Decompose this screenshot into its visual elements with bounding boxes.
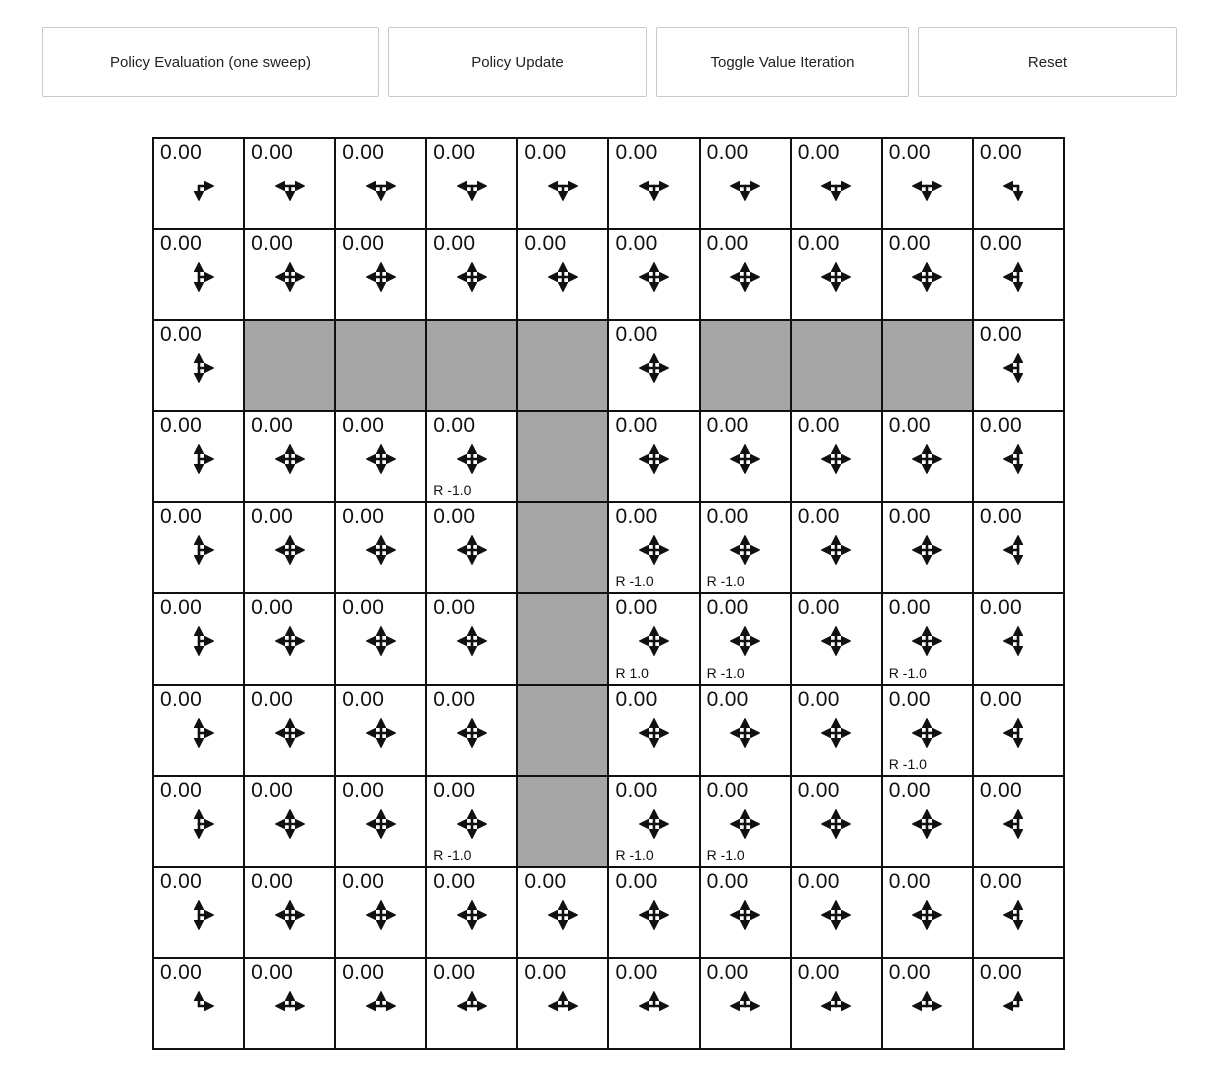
cell-value: 0.00 (524, 960, 567, 984)
policy-arrows-icon (361, 439, 401, 479)
grid-cell[interactable] (153, 229, 244, 320)
policy-arrows-icon (361, 895, 401, 935)
cell-value: 0.00 (888, 141, 931, 164)
policy-arrows-icon (179, 530, 219, 570)
grid-cell[interactable] (973, 320, 1064, 411)
policy-arrows-icon (725, 986, 765, 1026)
policy-arrows-icon (543, 895, 583, 935)
cell-value: 0.00 (615, 323, 658, 347)
cell-value: 0.00 (342, 141, 385, 164)
cell-value: 0.00 (342, 596, 385, 620)
grid-cell[interactable] (882, 958, 973, 1049)
grid-cell[interactable] (608, 138, 699, 229)
cell-value: 0.00 (797, 687, 840, 711)
cell-value: 0.00 (251, 596, 294, 620)
cell-value: 0.00 (160, 596, 203, 620)
policy-arrows-icon (725, 804, 765, 844)
policy-arrows-icon (543, 986, 583, 1026)
grid-cell[interactable] (973, 867, 1064, 958)
cell-value: 0.00 (888, 778, 931, 802)
policy-arrows-icon (998, 713, 1038, 753)
cell-value: 0.00 (524, 232, 567, 256)
grid-cell[interactable] (973, 502, 1064, 593)
grid-cell[interactable] (882, 685, 973, 776)
grid-cell[interactable] (426, 776, 517, 867)
policy-arrows-icon (179, 804, 219, 844)
wall-cell (517, 685, 608, 776)
cell-value: 0.00 (342, 687, 385, 711)
policy-arrows-icon (998, 348, 1038, 388)
cell-value: 0.00 (433, 778, 476, 802)
wall-cell (700, 320, 791, 411)
policy-arrows-icon (452, 621, 492, 661)
policy-arrows-icon (998, 257, 1038, 297)
grid-cell[interactable] (335, 685, 426, 776)
policy-arrows-icon (634, 439, 674, 479)
grid-cell[interactable] (335, 867, 426, 958)
cell-value: 0.00 (615, 232, 658, 256)
cell-value: 0.00 (706, 414, 749, 438)
cell-value: 0.00 (433, 960, 476, 984)
cell-value: 0.00 (979, 960, 1022, 984)
policy-arrows-icon (270, 621, 310, 661)
policy-arrows-icon (816, 804, 856, 844)
grid-cell[interactable] (153, 502, 244, 593)
grid-cell[interactable] (700, 411, 791, 502)
cell-value: 0.00 (615, 869, 658, 893)
grid-cell[interactable] (335, 229, 426, 320)
cell-value: 0.00 (433, 505, 476, 529)
wall-cell (882, 320, 973, 411)
cell-value: 0.00 (888, 232, 931, 256)
cell-value: 0.00 (160, 232, 203, 256)
grid-cell[interactable] (791, 502, 882, 593)
cell-value: 0.00 (342, 778, 385, 802)
cell-value: 0.00 (433, 869, 476, 893)
policy-arrows-icon (998, 530, 1038, 570)
policy-arrows-icon (179, 986, 219, 1026)
grid-cell[interactable] (791, 229, 882, 320)
grid-cell[interactable] (517, 958, 608, 1049)
policy-arrows-icon (634, 257, 674, 297)
policy-arrows-icon (907, 621, 947, 661)
policy-arrows-icon (998, 621, 1038, 661)
cell-value: 0.00 (251, 505, 294, 529)
policy-arrows-icon (634, 713, 674, 753)
policy-arrows-icon (179, 621, 219, 661)
policy-arrows-icon (361, 166, 401, 206)
policy-arrows-icon (907, 986, 947, 1026)
policy-arrows-icon (452, 530, 492, 570)
grid-cell[interactable] (608, 411, 699, 502)
cell-value: 0.00 (797, 414, 840, 438)
cell-value: 0.00 (888, 687, 931, 711)
policy-arrows-icon (361, 804, 401, 844)
policy-arrows-icon (998, 439, 1038, 479)
cell-value: 0.00 (160, 778, 203, 802)
cell-value: 0.00 (615, 141, 658, 164)
policy-arrows-icon (179, 713, 219, 753)
grid-cell[interactable] (973, 958, 1064, 1049)
cell-value: 0.00 (706, 505, 749, 529)
grid-cell[interactable] (426, 867, 517, 958)
cell-value: 0.00 (524, 869, 567, 893)
grid-cell[interactable] (335, 411, 426, 502)
cell-reward: R -1.0 (888, 664, 927, 681)
cell-value: 0.00 (433, 596, 476, 620)
cell-value: 0.00 (433, 687, 476, 711)
cell-value: 0.00 (706, 141, 749, 164)
policy-arrows-icon (543, 257, 583, 297)
policy-arrows-icon (361, 530, 401, 570)
policy-arrows-icon (634, 166, 674, 206)
policy-arrows-icon (452, 166, 492, 206)
gridworld (152, 137, 1065, 1050)
grid-cell[interactable] (791, 593, 882, 684)
grid-cell[interactable] (882, 502, 973, 593)
cell-reward: R -1.0 (615, 573, 654, 590)
policy-arrows-icon (452, 713, 492, 753)
policy-arrows-icon (907, 895, 947, 935)
grid-cell[interactable] (973, 229, 1064, 320)
grid-cell[interactable] (791, 958, 882, 1049)
policy-arrows-icon (816, 895, 856, 935)
cell-value: 0.00 (797, 505, 840, 529)
policy-arrows-icon (270, 713, 310, 753)
cell-value: 0.00 (797, 869, 840, 893)
grid-cell[interactable] (426, 685, 517, 776)
grid-cell[interactable] (608, 229, 699, 320)
cell-value: 0.00 (979, 778, 1022, 802)
policy-arrows-icon (270, 804, 310, 844)
grid-cell[interactable] (153, 411, 244, 502)
cell-value: 0.00 (706, 778, 749, 802)
cell-value: 0.00 (706, 869, 749, 893)
cell-value: 0.00 (160, 505, 203, 529)
cell-value: 0.00 (797, 232, 840, 256)
wall-cell (517, 593, 608, 684)
policy-arrows-icon (634, 895, 674, 935)
policy-arrows-icon (907, 439, 947, 479)
toolbar (42, 27, 1177, 97)
wall-cell (426, 320, 517, 411)
grid-cell[interactable] (153, 593, 244, 684)
grid-cell[interactable] (517, 138, 608, 229)
policy-arrows-icon (816, 621, 856, 661)
cell-reward: R -1.0 (433, 482, 472, 499)
policy-arrows-icon (816, 986, 856, 1026)
cell-value: 0.00 (342, 869, 385, 893)
policy-arrows-icon (179, 257, 219, 297)
cell-value: 0.00 (160, 414, 203, 438)
cell-value: 0.00 (888, 596, 931, 620)
cell-value: 0.00 (888, 869, 931, 893)
policy-arrows-icon (725, 166, 765, 206)
policy-arrows-icon (634, 986, 674, 1026)
grid-cell[interactable] (700, 229, 791, 320)
cell-reward: R -1.0 (706, 846, 745, 863)
grid-cell[interactable] (700, 593, 791, 684)
cell-value: 0.00 (342, 414, 385, 438)
cell-value: 0.00 (524, 141, 567, 164)
grid-cell[interactable] (335, 502, 426, 593)
grid-cell[interactable] (335, 593, 426, 684)
policy-arrows-icon (816, 166, 856, 206)
policy-arrows-icon (816, 713, 856, 753)
policy-arrows-icon (634, 348, 674, 388)
cell-value: 0.00 (342, 505, 385, 529)
policy-arrows-icon (725, 257, 765, 297)
cell-value: 0.00 (251, 869, 294, 893)
grid-cell[interactable] (244, 138, 335, 229)
grid-cell[interactable] (153, 685, 244, 776)
grid-cell[interactable] (882, 867, 973, 958)
wall-cell (335, 320, 426, 411)
cell-value: 0.00 (706, 596, 749, 620)
cell-value: 0.00 (251, 141, 294, 164)
policy-arrows-icon (907, 166, 947, 206)
cell-value: 0.00 (615, 505, 658, 529)
cell-value: 0.00 (979, 414, 1022, 438)
policy-arrows-icon (725, 530, 765, 570)
toggle-value-iteration-button[interactable]: Toggle Value Iteration (656, 27, 909, 97)
policy-arrows-icon (270, 986, 310, 1026)
cell-value: 0.00 (251, 960, 294, 984)
policy-arrows-icon (361, 621, 401, 661)
grid-cell[interactable] (973, 593, 1064, 684)
grid-cell[interactable] (700, 138, 791, 229)
cell-value: 0.00 (160, 687, 203, 711)
policy-arrows-icon (452, 895, 492, 935)
policy-arrows-icon (998, 986, 1038, 1026)
grid-cell[interactable] (882, 138, 973, 229)
grid-cell[interactable] (882, 411, 973, 502)
grid-cell[interactable] (791, 685, 882, 776)
grid-cell[interactable] (973, 411, 1064, 502)
grid-cell[interactable] (882, 776, 973, 867)
policy-arrows-icon (998, 804, 1038, 844)
grid-cell[interactable] (608, 502, 699, 593)
policy-arrows-icon (361, 713, 401, 753)
cell-value: 0.00 (615, 778, 658, 802)
cell-value: 0.00 (888, 960, 931, 984)
cell-value: 0.00 (979, 596, 1022, 620)
grid-cell[interactable] (791, 411, 882, 502)
policy-arrows-icon (816, 439, 856, 479)
cell-value: 0.00 (888, 505, 931, 529)
grid-cell[interactable] (517, 867, 608, 958)
cell-value: 0.00 (160, 141, 203, 164)
cell-reward: R -1.0 (706, 573, 745, 590)
policy-arrows-icon (361, 986, 401, 1026)
policy-arrows-icon (816, 530, 856, 570)
grid-cell[interactable] (973, 776, 1064, 867)
cell-value: 0.00 (433, 141, 476, 164)
policy-arrows-icon (907, 804, 947, 844)
cell-value: 0.00 (251, 687, 294, 711)
grid-cell[interactable] (973, 685, 1064, 776)
cell-value: 0.00 (615, 414, 658, 438)
policy-arrows-icon (179, 439, 219, 479)
reset-button[interactable]: Reset (918, 27, 1177, 97)
cell-reward: R -1.0 (433, 846, 472, 863)
grid-cell[interactable] (244, 229, 335, 320)
policy-arrows-icon (270, 166, 310, 206)
cell-value: 0.00 (797, 960, 840, 984)
policy-arrows-icon (634, 621, 674, 661)
grid-cell[interactable] (244, 776, 335, 867)
grid-cell[interactable] (244, 685, 335, 776)
policy-arrows-icon (452, 439, 492, 479)
policy-arrows-icon (270, 895, 310, 935)
policy-arrows-icon (816, 257, 856, 297)
cell-value: 0.00 (888, 414, 931, 438)
grid-cell[interactable] (608, 685, 699, 776)
cell-value: 0.00 (797, 596, 840, 620)
wall-cell (517, 502, 608, 593)
cell-value: 0.00 (706, 232, 749, 256)
wall-cell (244, 320, 335, 411)
grid-cell[interactable] (791, 867, 882, 958)
policy-arrows-icon (179, 166, 219, 206)
grid-cell[interactable] (426, 593, 517, 684)
cell-value: 0.00 (433, 414, 476, 438)
policy-arrows-icon (452, 257, 492, 297)
policy-arrows-icon (179, 348, 219, 388)
policy-arrows-icon (361, 257, 401, 297)
grid-cell[interactable] (426, 958, 517, 1049)
cell-value: 0.00 (160, 960, 203, 984)
policy-arrows-icon (907, 713, 947, 753)
policy-arrows-icon (452, 986, 492, 1026)
grid-cell[interactable] (700, 958, 791, 1049)
cell-value: 0.00 (706, 687, 749, 711)
cell-value: 0.00 (160, 869, 203, 893)
grid-cell[interactable] (608, 867, 699, 958)
cell-value: 0.00 (979, 323, 1022, 347)
cell-value: 0.00 (615, 596, 658, 620)
grid-cell[interactable] (700, 502, 791, 593)
cell-value: 0.00 (797, 141, 840, 164)
policy-arrows-icon (725, 439, 765, 479)
cell-value: 0.00 (160, 323, 203, 347)
cell-value: 0.00 (979, 869, 1022, 893)
grid-cell[interactable] (244, 411, 335, 502)
grid-cell[interactable] (153, 138, 244, 229)
policy-update-button[interactable]: Policy Update (388, 27, 647, 97)
cell-value: 0.00 (342, 232, 385, 256)
policy-arrows-icon (270, 530, 310, 570)
cell-value: 0.00 (979, 687, 1022, 711)
cell-reward: R 1.0 (615, 664, 649, 681)
grid-cell[interactable] (882, 229, 973, 320)
grid-cell[interactable] (608, 593, 699, 684)
policy-arrows-icon (543, 166, 583, 206)
policy-evaluation-button[interactable]: Policy Evaluation (one sweep) (42, 27, 379, 97)
policy-arrows-icon (907, 530, 947, 570)
cell-value: 0.00 (979, 505, 1022, 529)
grid-cell[interactable] (700, 776, 791, 867)
grid-cell[interactable] (426, 411, 517, 502)
cell-value: 0.00 (979, 232, 1022, 256)
grid-cell[interactable] (973, 138, 1064, 229)
cell-value: 0.00 (797, 778, 840, 802)
grid-cell[interactable] (153, 320, 244, 411)
grid-cell[interactable] (335, 958, 426, 1049)
policy-arrows-icon (270, 439, 310, 479)
policy-arrows-icon (998, 166, 1038, 206)
policy-arrows-icon (634, 530, 674, 570)
wall-cell (517, 411, 608, 502)
wall-cell (791, 320, 882, 411)
policy-arrows-icon (725, 713, 765, 753)
cell-reward: R -1.0 (888, 755, 927, 772)
grid-cell[interactable] (608, 320, 699, 411)
policy-arrows-icon (634, 804, 674, 844)
policy-arrows-icon (452, 804, 492, 844)
grid-cell[interactable] (426, 229, 517, 320)
cell-value: 0.00 (251, 232, 294, 256)
cell-value: 0.00 (615, 687, 658, 711)
policy-arrows-icon (998, 895, 1038, 935)
policy-arrows-icon (725, 621, 765, 661)
grid-cell[interactable] (608, 958, 699, 1049)
policy-arrows-icon (725, 895, 765, 935)
grid-cell[interactable] (153, 958, 244, 1049)
grid-cell[interactable] (335, 776, 426, 867)
policy-arrows-icon (179, 895, 219, 935)
cell-reward: R -1.0 (706, 664, 745, 681)
grid-cell[interactable] (244, 593, 335, 684)
cell-value: 0.00 (706, 960, 749, 984)
policy-arrows-icon (270, 257, 310, 297)
cell-value: 0.00 (342, 960, 385, 984)
grid-cell[interactable] (517, 229, 608, 320)
cell-value: 0.00 (615, 960, 658, 984)
grid-cell[interactable] (700, 867, 791, 958)
wall-cell (517, 320, 608, 411)
grid-cell[interactable] (791, 138, 882, 229)
grid-cell[interactable] (700, 685, 791, 776)
wall-cell (517, 776, 608, 867)
cell-value: 0.00 (979, 141, 1022, 164)
grid-cell[interactable] (244, 958, 335, 1049)
grid-cell[interactable] (244, 867, 335, 958)
cell-reward: R -1.0 (615, 846, 654, 863)
grid-cell[interactable] (153, 776, 244, 867)
grid-cell[interactable] (426, 138, 517, 229)
cell-value: 0.00 (251, 778, 294, 802)
cell-value: 0.00 (433, 232, 476, 256)
cell-value: 0.00 (251, 414, 294, 438)
grid-cell[interactable] (608, 776, 699, 867)
grid-cell[interactable] (426, 502, 517, 593)
policy-arrows-icon (907, 257, 947, 297)
grid-cell[interactable] (791, 776, 882, 867)
grid-cell[interactable] (335, 138, 426, 229)
grid-cell[interactable] (153, 867, 244, 958)
grid-cell[interactable] (244, 502, 335, 593)
grid-cell[interactable] (882, 593, 973, 684)
